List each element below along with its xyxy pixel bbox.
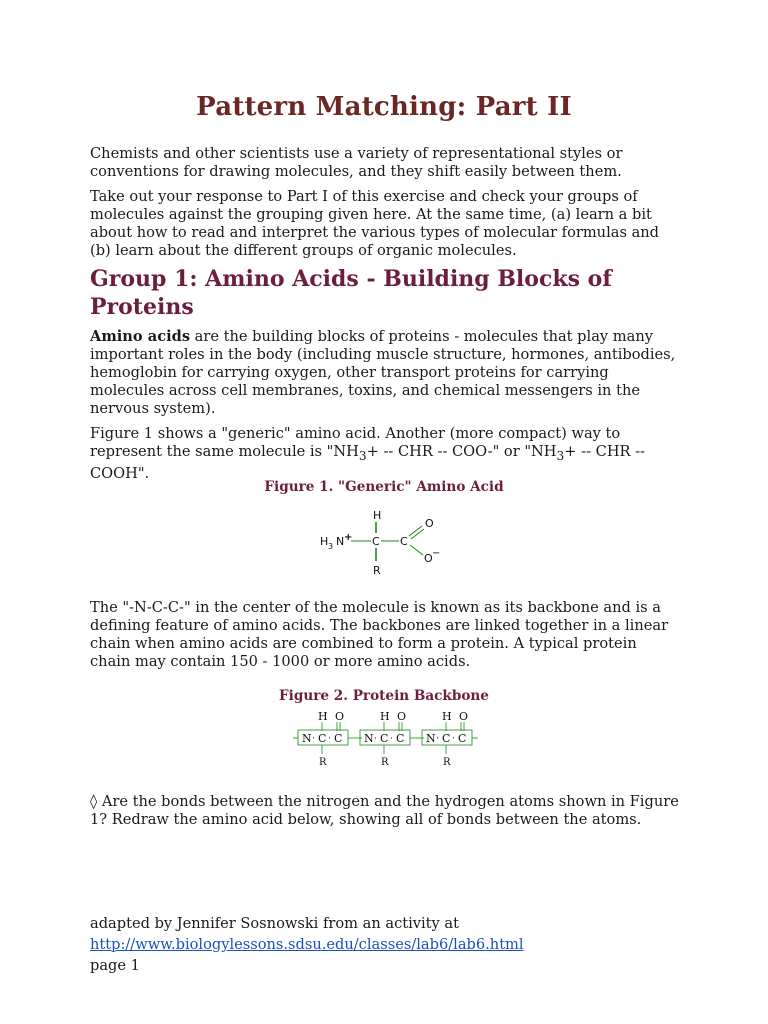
intro-paragraph-2: Take out your response to Part I of this exercise and check your groups of molecules against the grouping given here. At the same time, (a) learn a bit about how to read and interpret the various types of molecular formulas and (b) learn about the different groups of organic molecules.: [90, 188, 660, 259]
intro-paragraph-1: Chemists and other scientists use a variety of representational styles or conventions for drawing molecules, and they shift easily between them.: [90, 145, 623, 180]
section-heading-group-1: Group 1: Amino Acids - Building Blocks of Proteins: [90, 266, 612, 320]
atom-r: R: [443, 757, 451, 768]
atom-n: N: [336, 535, 345, 548]
figure-1-paragraph: [90, 425, 680, 483]
charge-plus: +: [344, 532, 353, 543]
amino-acids-description: are the building blocks of proteins - molecules that play many important roles in the body (including muscle structure, hormones, antibodies, hemoglobin for carrying oxygen, other transport proteins for carrying molecules across cell membranes, toxins, and chemical messengers in the nervous system).: [90, 328, 676, 417]
figure-1-caption: Figure 1. "Generic" Amino Acid: [264, 479, 504, 495]
atom-c-alpha: C: [380, 732, 389, 745]
atom-h: H: [318, 710, 328, 723]
atom-o: O: [335, 710, 345, 723]
bond-c-o-double-a: [409, 526, 422, 536]
bond-dot: ·: [436, 734, 439, 744]
source-link[interactable]: http://www.biologylessons.sdsu.edu/classes/lab6/lab6.html: [90, 936, 524, 953]
page-number: page 1: [90, 957, 140, 974]
subscript-3: 3: [556, 448, 565, 463]
atom-o: O: [397, 710, 407, 723]
credit-text: adapted by Jennifer Sosnowski from an activity at: [90, 915, 459, 932]
atom-n: N: [364, 732, 374, 745]
atom-h: H: [380, 710, 390, 723]
atom-h-top: H: [373, 509, 382, 522]
figure-1-text-c: + -- CHR -- COOH".: [90, 443, 646, 482]
atom-h3-subscript: 3: [328, 542, 334, 551]
atom-o: O: [459, 710, 469, 723]
figure-1-text-b: + -- CHR -- COO-" or "NH: [366, 443, 557, 460]
atom-r: R: [381, 757, 389, 768]
protein-backbone-diagram: [293, 709, 483, 769]
atom-o-top: O: [425, 517, 434, 530]
bond-dot: ·: [452, 734, 455, 744]
question-paragraph: ◊ Are the bonds between the nitrogen and the hydrogen atoms shown in Figure 1? Redraw the amino acid below, showing all of bonds between the atoms.: [90, 793, 679, 828]
figure-1-text-a: Figure 1 shows a "generic" amino acid. Another (more compact) way to represent the same molecule is "NH: [90, 425, 621, 460]
bond-c-o-double-b: [411, 529, 424, 539]
bond-dot: ·: [312, 734, 315, 744]
atom-c-alpha: C: [318, 732, 327, 745]
atom-c-carbonyl: C: [334, 732, 343, 745]
bond-dot: ·: [374, 734, 377, 744]
figure-2-caption: Figure 2. Protein Backbone: [279, 688, 489, 704]
page-title: Pattern Matching: Part II: [196, 92, 572, 122]
amino-acids-paragraph: [90, 328, 680, 418]
bond-dot: ·: [390, 734, 393, 744]
atom-c-alpha: C: [372, 535, 380, 548]
atom-h3: H: [320, 535, 329, 548]
atom-c-carboxyl: C: [400, 535, 408, 548]
bond-c-o-single: [410, 545, 423, 555]
atom-n: N: [302, 732, 312, 745]
atom-c-carbonyl: C: [458, 732, 467, 745]
atom-o-bottom: O: [424, 552, 433, 565]
bond-dot: ·: [328, 734, 331, 744]
amino-acid-structure-diagram: [315, 505, 445, 581]
atom-r: R: [319, 757, 327, 768]
atom-c-carbonyl: C: [396, 732, 405, 745]
charge-minus: −: [432, 548, 441, 559]
backbone-paragraph: The "-N-C-C-" in the center of the molecule is known as its backbone and is a defining feature of amino acids. The backbones are linked together in a linear chain when amino acids are combined to form a protein. A typical protein chain may contain 150 - 1000 or more amino acids.: [90, 599, 669, 670]
amino-acids-term: Amino acids: [90, 328, 191, 345]
atom-n: N: [426, 732, 436, 745]
atom-h: H: [442, 710, 452, 723]
atom-c-alpha: C: [442, 732, 451, 745]
subscript-3: 3: [358, 448, 367, 463]
atom-r: R: [373, 564, 381, 577]
